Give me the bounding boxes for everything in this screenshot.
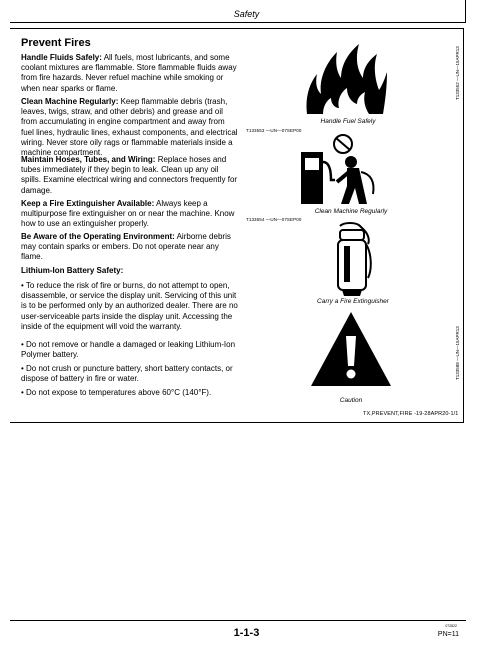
document-reference: TX,PREVENT,FIRE -19-28APR20-1/1 bbox=[363, 411, 459, 417]
figure-code: T133588 —UN—15APR13 bbox=[455, 326, 460, 380]
figure-caption: Carry a Fire Extinguisher bbox=[317, 298, 389, 305]
document-code: 072822 bbox=[445, 624, 457, 628]
fire-extinguisher-icon bbox=[330, 220, 374, 298]
figure-code: T133553 —UN—07SEP00 bbox=[246, 128, 302, 133]
paragraph-clean bbox=[21, 97, 239, 158]
page-number: 1-1-3 bbox=[233, 627, 260, 639]
paragraph-hoses bbox=[21, 155, 239, 196]
bullet-item: • Do not expose to temperatures above 60°C (140°F). bbox=[21, 388, 212, 397]
figure-code: T133554 —UN—07SEP00 bbox=[246, 217, 302, 222]
paragraph-heading: Lithium-Ion Battery Safety: bbox=[21, 266, 124, 275]
figure-caption: Clean Machine Regularly bbox=[314, 208, 388, 215]
paragraph-heading: Handle Fluids Safely: bbox=[21, 53, 102, 62]
paragraph-heading: Be Aware of the Operating Environment: bbox=[21, 232, 175, 241]
bullet-item: • Do not remove or handle a damaged or leaking Lithium-Ion Polymer battery. bbox=[21, 340, 236, 360]
paragraph-text: Replace hoses and tubes immediately if they begin to leak. Clean up any oil spills. Examine electrical wiring and connectors frequently for damage. bbox=[21, 155, 238, 195]
paragraph-heading: Maintain Hoses, Tubes, and Wiring: bbox=[21, 155, 156, 164]
paragraph-fluids bbox=[21, 53, 239, 94]
paragraph-environment bbox=[21, 232, 239, 263]
section-title: Prevent Fires bbox=[21, 37, 91, 49]
page-header-title: Safety bbox=[233, 9, 260, 19]
paragraph-extinguisher bbox=[21, 199, 239, 230]
paragraph-text: Always keep a multipurpose fire extinguisher on or near the machine. Know how to use an extinguisher properly. bbox=[21, 199, 235, 229]
paragraph-battery bbox=[21, 266, 239, 276]
paragraph-text: Keep flammable debris (trash, leaves, twigs, straw, and other debris) and grease and oil from accumulating in engine compartment and away from fuel lines, hydraulic lines, exhaust components, and electrical wiring. Never store oily rags or flammable materials inside a machine compartment. bbox=[21, 97, 238, 158]
paragraph-text: Airborne debris may contain sparks or embers. Do not operate near any flame. bbox=[21, 232, 231, 262]
figure-caption: Caution bbox=[339, 397, 363, 404]
fire-icon bbox=[303, 40, 389, 116]
warning-triangle-icon bbox=[309, 310, 393, 388]
footer-rule bbox=[10, 620, 466, 621]
paragraph-heading: Clean Machine Regularly: bbox=[21, 97, 119, 106]
figure-caption: Handle Fuel Safely bbox=[320, 118, 376, 125]
paragraph-heading: Keep a Fire Extinguisher Available: bbox=[21, 199, 155, 208]
header-rule bbox=[10, 22, 466, 23]
pn-number: PN=11 bbox=[437, 631, 459, 638]
no-smoking-refuel-icon bbox=[297, 134, 381, 206]
bullet-item: • Do not crush or puncture battery, short battery contacts, or dispose of battery in fire or water. bbox=[21, 364, 233, 384]
figure-code: T133552 —UN—15APR13 bbox=[455, 46, 460, 100]
bullet-item: • To reduce the risk of fire or burns, do not attempt to open, disassemble, or service the display unit. Servicing of this unit is to be performed only by an authorized dealer. There are no user-serviceable parts inside the display unit. Accessing the inside of the equipment will void the warranty. bbox=[21, 281, 238, 331]
paragraph-text: All fuels, most lubricants, and some coolant mixtures are flammable. Store flammable fluids away from fire hazards. Never refuel machine while smoking or when near sparks or flame. bbox=[21, 53, 237, 93]
